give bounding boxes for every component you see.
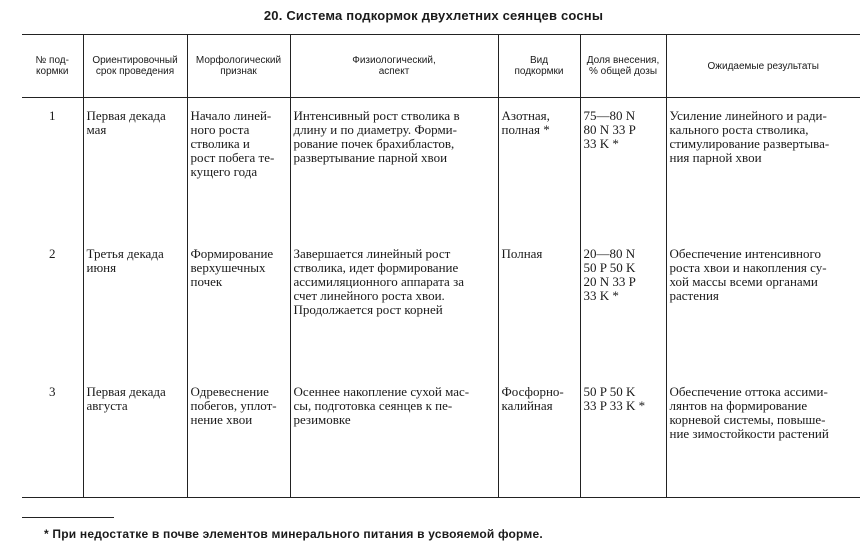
table-header [22, 35, 860, 98]
cell-dose-share: 75—80 N 80 N 33 P 33 K * [580, 98, 666, 236]
cell-term: Первая декада мая [83, 98, 187, 236]
cell-dose-share: 20—80 N 50 P 50 K 20 N 33 P 33 K * [580, 236, 666, 374]
cell-expected-results: Обеспечение оттока ассими- лянтов на формирование корневой системы, повыше- ние зимостойкости растений [666, 374, 860, 498]
table-row [22, 98, 860, 236]
cell-feeding-type: Азотная, полная * [498, 98, 580, 236]
table-row [22, 236, 860, 374]
column-header-morphology: Морфологический признак [187, 35, 290, 98]
table-row [22, 374, 860, 498]
cell-feeding-type: Полная [498, 236, 580, 374]
cell-number: 3 [22, 374, 83, 498]
cell-feeding-type: Фосфорно- калийная [498, 374, 580, 498]
cell-expected-results: Усиление линейного и ради- кального роста стволика, стимулирование развертыва- ния парной хвои [666, 98, 860, 236]
column-header-feeding-type: Вид подкормки [498, 35, 580, 98]
cell-physiology: Завершается линейный рост стволика, идет формирование ассимиляционного аппарата за счет линейного роста хвои. Продолжается рост корней [290, 236, 498, 374]
cell-morphology: Одревеснение побегов, уплот- нение хвои [187, 374, 290, 498]
cell-morphology: Формирование верхушечных почек [187, 236, 290, 374]
column-header-number: № под- кормки [22, 35, 83, 98]
column-header-physiology: Физиологический, аспект [290, 35, 498, 98]
footnote: * При недостатке в почве элементов минерального питания в усвояемой форме. [44, 527, 543, 541]
table-title: 20. Система подкормок двухлетних сеянцев сосны [263, 8, 604, 23]
feeding-system-table [22, 34, 860, 498]
cell-physiology: Осеннее накопление сухой мас- сы, подготовка сеянцев к пе- резимовке [290, 374, 498, 498]
column-header-dose-share: Доля внесения, % общей дозы [580, 35, 666, 98]
cell-morphology: Начало линей- ного роста стволика и рост побега те- кущего года [187, 98, 290, 236]
cell-number: 2 [49, 245, 56, 261]
cell-physiology: Интенсивный рост стволика в длину и по диаметру. Форми- рование почек брахибластов, развертывание парной хвои [290, 98, 498, 236]
cell-number: 1 [49, 108, 56, 123]
footnote-divider [22, 517, 114, 518]
cell-term: Первая декада августа [83, 374, 187, 498]
column-header-term: Ориентировочный срок проведения [83, 35, 187, 98]
cell-expected-results: Обеспечение интенсивного роста хвои и накопления су- хой массы всеми органами растения [666, 236, 860, 374]
cell-dose-share: 50 P 50 K 33 P 33 K * [580, 374, 666, 498]
column-header-expected-results: Ожидаемые результаты [666, 35, 860, 98]
cell-term: Третья декада июня [83, 236, 187, 374]
